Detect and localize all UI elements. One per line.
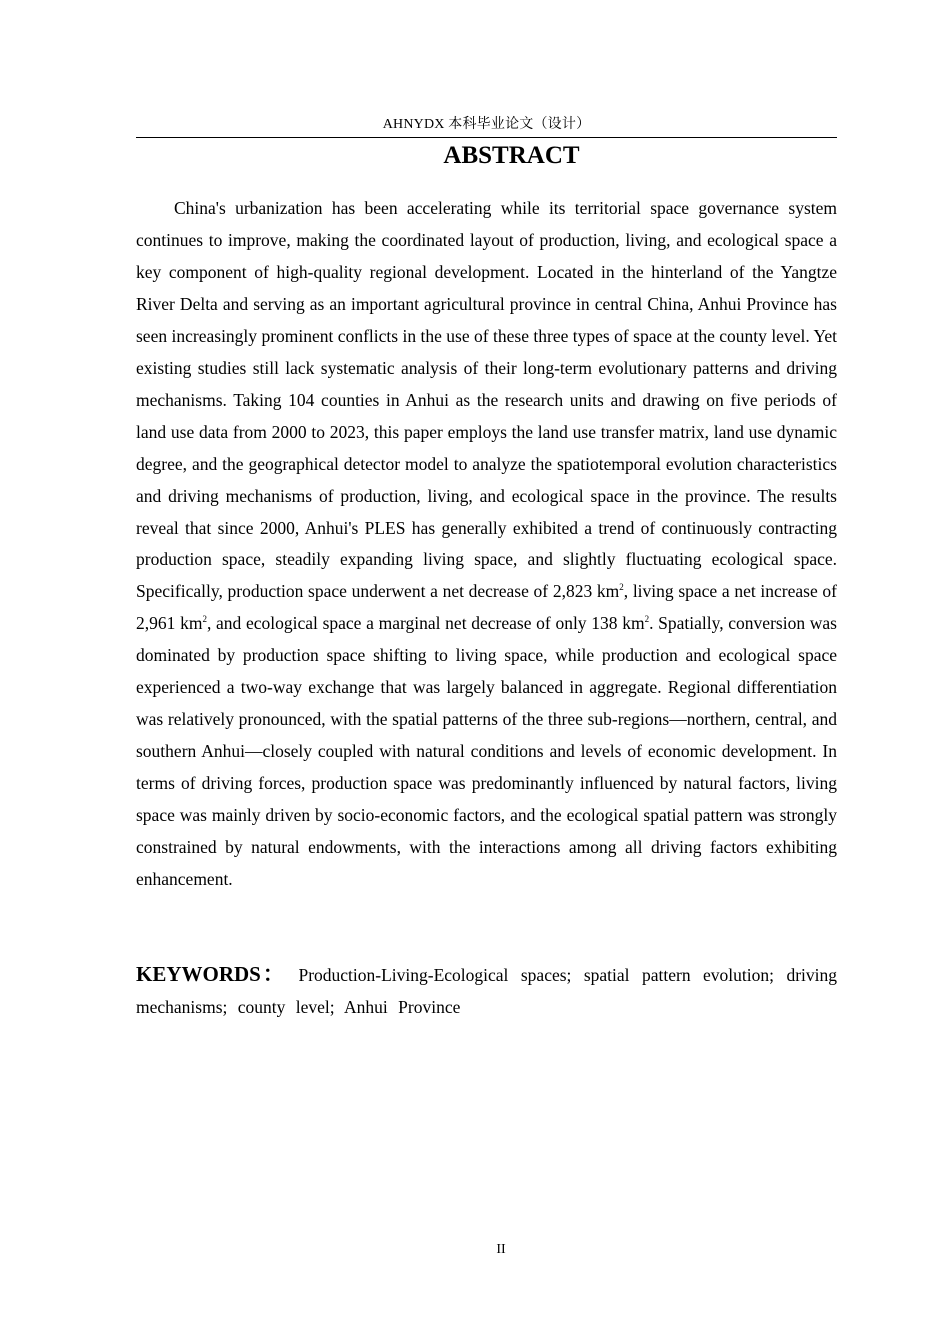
- running-header: AHNYDX 本科毕业论文（设计）: [382, 117, 591, 132]
- superscript-squared: 2: [644, 614, 650, 625]
- abstract-text-part-1: China's urbanization has been accelerating while its territorial space governance system continues to improve, making the coordinated layout of production, living, and ecological space a key component of high-quality regional development. Located in the hinterland of the Yangtze River Delta and serving as an important agricultural province in central China, Anhui Province has seen increasingly prominent conflicts in the use of these three types of space at the county level. Yet existing studies still lack systematic analysis of their long-term evolutionary patterns and driving mechanisms. Taking 104 counties in Anhui as the research units and drawing on five periods of land use data from 2000 to 2023, this paper employs the land use transfer matrix, land use dynamic degree, and the geographical detector model to analyze the spatiotemporal evolution characteristics and driving mechanisms of production, living, and ecological space in the province. The results reveal that since 2000, Anhui's PLES has generally exhibited a trend of continuously contracting production space, steadily expanding living space, and slightly fluctuating ecological space. Specifically, production space underwent a net decrease of 2,823 km: [136, 198, 837, 602]
- superscript-squared: 2: [202, 614, 207, 625]
- keywords-line: [136, 958, 837, 1023]
- abstract-heading: ABSTRACT: [443, 142, 580, 169]
- abstract-text-part-3: , and ecological space a marginal net decrease of only 138 km: [206, 613, 645, 634]
- abstract-text-part-2: , living space a net increase of 2,961 km: [136, 581, 837, 634]
- header-rule: [136, 137, 837, 138]
- keywords-text: Production-Living-Ecological spaces; spatial pattern evolution; driving mechanisms; county level; Anhui Province: [136, 965, 837, 1017]
- abstract-paragraph: [136, 193, 837, 896]
- page-number: II: [496, 1242, 506, 1257]
- superscript-squared: 2: [619, 582, 624, 593]
- keywords-label: KEYWORDS：: [136, 962, 287, 986]
- abstract-text-part-4: . Spatially, conversion was dominated by production space shifting to living space, while production and ecological space experienced a two-way exchange that was largely balanced in aggregate. Regional differentiation was relatively pronounced, with the spatial patterns of the three sub-regions—northern, central, and southern Anhui—closely coupled with natural conditions and levels of economic development. In terms of driving forces, production space was predominantly influenced by natural factors, living space was mainly driven by socio-economic factors, and the ecological spatial pattern was strongly constrained by natural endowments, with the interactions among all driving factors exhibiting enhancement.: [136, 613, 837, 890]
